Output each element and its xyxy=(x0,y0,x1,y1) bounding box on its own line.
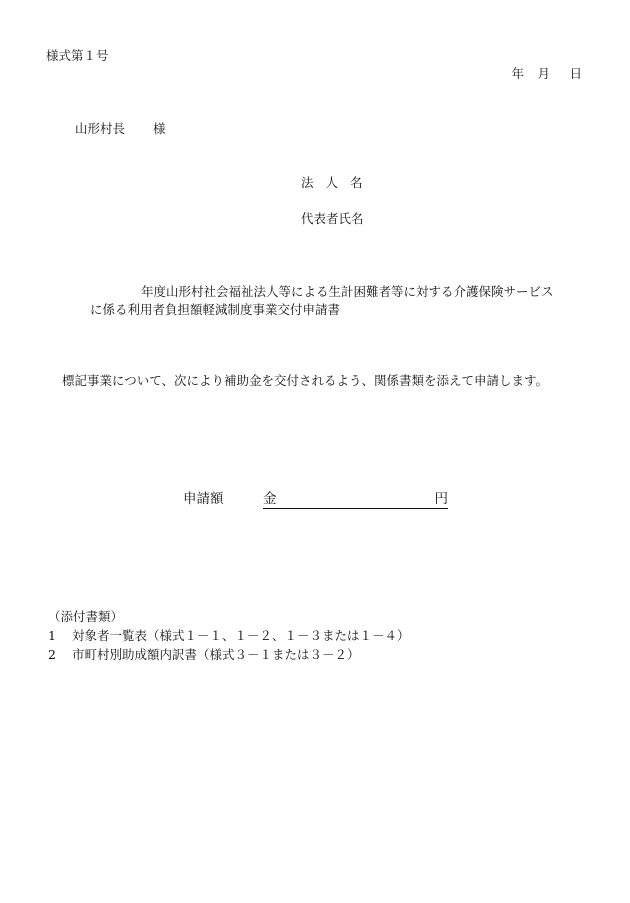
corporation-name-label: 法人名 xyxy=(301,175,375,190)
attachment-number: 2 xyxy=(48,647,56,662)
amount-label: 申請額 xyxy=(183,491,224,507)
addressee-name: 山形村長 xyxy=(75,121,126,136)
attachment-text: 対象者一覧表（様式１－１、１－２、１－３または１－４） xyxy=(72,628,410,643)
document-title-line-1: 年度山形村社会福祉法人等による生計困難者等に対する介護保険サービス xyxy=(141,284,554,299)
representative-name-label: 代表者氏名 xyxy=(301,211,364,226)
application-statement: 標記事業について、次により補助金を交付されるよう、関係書類を添えて申請します。 xyxy=(62,373,549,388)
attachment-item xyxy=(48,628,410,644)
attachments-heading: （添付書類） xyxy=(48,609,124,624)
addressee-suffix: 様 xyxy=(153,121,166,136)
amount-unit: 円 xyxy=(434,491,448,507)
date-day-label: 日 xyxy=(569,66,582,81)
amount-prefix: 金 xyxy=(263,491,277,507)
attachment-item xyxy=(48,647,360,663)
date-field xyxy=(511,66,582,82)
date-year-label: 年 xyxy=(511,66,524,81)
amount-field xyxy=(263,491,448,509)
attachment-text: 市町村別助成額内訳書（様式３－１または３－２） xyxy=(72,647,360,662)
addressee xyxy=(75,121,166,137)
form-number: 様式第１号 xyxy=(46,48,109,63)
document-title-line-2: に係る利用者負担額軽減制度事業交付申請書 xyxy=(90,302,341,317)
attachment-number: 1 xyxy=(48,628,56,643)
application-amount xyxy=(183,491,448,509)
date-month-label: 月 xyxy=(537,66,550,81)
